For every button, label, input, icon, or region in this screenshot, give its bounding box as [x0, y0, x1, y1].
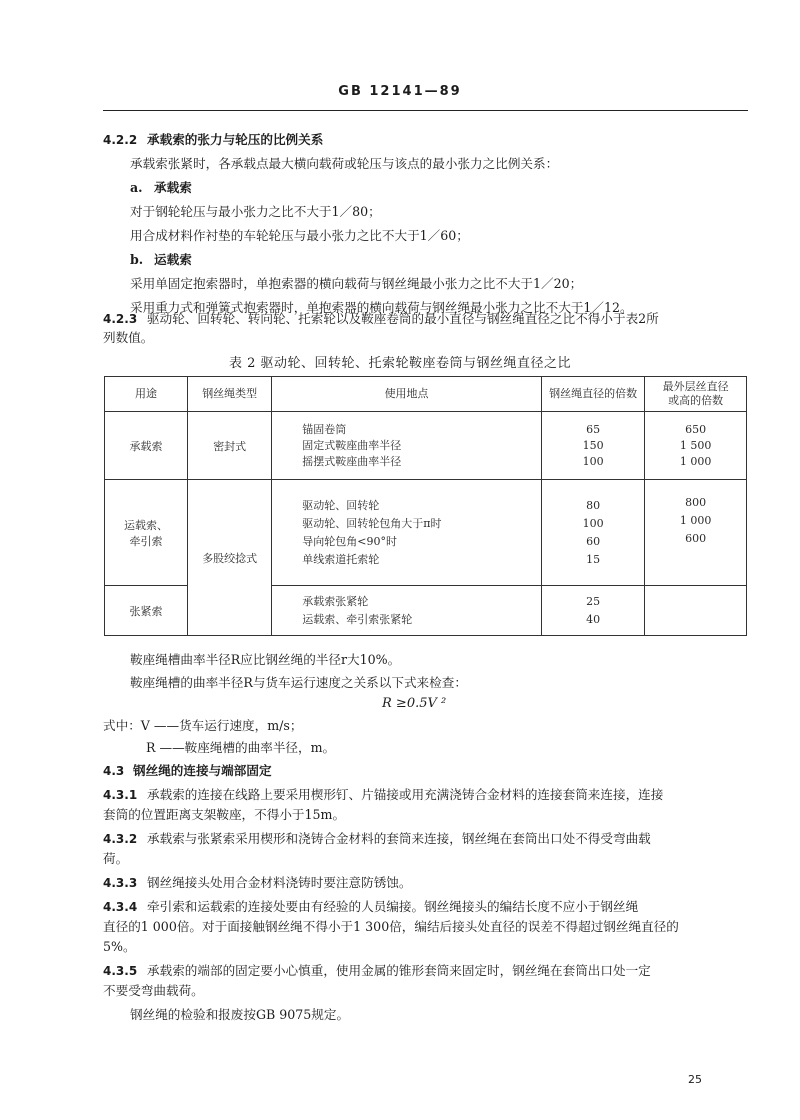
column-header-use: 用途 [105, 377, 188, 412]
location-item: 运载索、牵引索张紧轮 [302, 612, 413, 626]
ratio-value: 60 [586, 534, 601, 548]
list-item-heading [130, 179, 192, 197]
location-item: 驱动轮、回转轮 [302, 498, 380, 512]
formula: R ≥0.5V ² [382, 696, 447, 711]
location-item: 承载索张紧轮 [302, 594, 369, 608]
location-item: 摇摆式鞍座曲率半径 [302, 454, 402, 468]
cell-outer-empty [645, 586, 747, 636]
section-number: 4.3 [103, 764, 125, 778]
paragraph: 驱动轮、回转轮、转向轮、托索轮以及鞍座卷筒的最小直径与钢丝绳直径之比不得小于表2所 [147, 311, 659, 326]
ratio-value: 65 [586, 422, 601, 436]
section-title: 钢丝绳的连接与端部固定 [133, 763, 272, 778]
paragraph: 鞍座绳槽的曲率半径R与货车运行速度之关系以下式来检查： [130, 675, 467, 690]
ratio-value: 100 [582, 454, 604, 468]
section-number: 4.2.2 [103, 133, 138, 147]
paragraph: 钢丝绳接头处用合金材料浇铸时要注意防锈蚀。 [147, 875, 412, 890]
outer-value: 1 000 [679, 514, 712, 527]
paragraph: 荷。 [103, 851, 129, 866]
ratio-value: 150 [582, 438, 604, 452]
section-4-3-heading [103, 762, 272, 780]
formula-legend: R ——鞍座绳槽的曲率半径，m。 [146, 740, 336, 755]
section-title: 承载索的张力与轮压的比例关系 [147, 132, 324, 147]
outer-header-line: 或高的倍数 [668, 394, 724, 407]
ratio-value: 100 [582, 516, 604, 530]
paragraph: 5%。 [103, 939, 136, 954]
list-item-heading [130, 251, 192, 269]
location-item: 固定式鞍座曲率半径 [302, 438, 402, 452]
header-rule [103, 110, 748, 111]
ratio-value: 25 [586, 594, 601, 608]
paragraph: 不要受弯曲载荷。 [103, 983, 204, 998]
section-4-3-1 [103, 786, 663, 804]
list-title: 承载索 [154, 180, 192, 195]
paragraph: 鞍座绳槽曲率半径R应比钢丝绳的半径r大10%。 [130, 652, 401, 667]
cell-use: 承载索 [105, 412, 188, 480]
column-header-ratio: 钢丝绳直径的倍数 [541, 377, 644, 412]
section-4-2-2-heading [103, 131, 323, 149]
table-caption: 表 2 驱动轮、回转轮、托索轮鞍座卷筒与钢丝绳直径之比 [228, 356, 572, 371]
paragraph: 直径的1 000倍。对于面接触钢丝绳不得小于1 300倍，编结后接头处直径的误差不得超过钢丝绳直径的 [103, 919, 679, 934]
paragraph: 对于钢轮轮压与最小张力之比不大于1／80； [130, 204, 381, 219]
ratio-value: 40 [586, 612, 601, 626]
cell-outer [645, 480, 747, 586]
ratio-value: 80 [586, 498, 601, 512]
paragraph: 钢丝绳的检验和报废按GB 9075规定。 [130, 1007, 350, 1022]
cell-location [272, 480, 542, 586]
standard-number-header: GB 12141—89 [338, 84, 462, 99]
paragraph: 承载索与张紧索采用楔形和浇铸合金材料的套筒来连接，钢丝绳在套筒出口处不得受弯曲载 [147, 831, 651, 846]
section-4-3-2 [103, 830, 651, 848]
cell-location [272, 412, 542, 480]
outer-header-line: 最外层丝直径 [662, 380, 729, 393]
outer-value: 1 500 [679, 438, 712, 452]
section-number: 4.3.2 [103, 832, 138, 846]
paragraph: 采用单固定抱索器时，单抱索器的横向载荷与钢丝绳最小张力之比不大于1／20； [130, 276, 583, 291]
paragraph: 采用重力式和弹簧式抱索器时，单抱索器的横向载荷与钢丝绳最小张力之比不大于1／12。 [130, 300, 633, 315]
outer-value: 650 [685, 422, 707, 436]
section-4-3-4 [103, 898, 638, 916]
location-item: 单线索道托索轮 [302, 552, 380, 566]
paragraph: 牵引索和运载索的连接处要由有经验的人员编接。钢丝绳接头的编结长度不应小于钢丝绳 [147, 899, 639, 914]
section-number: 4.3.3 [103, 876, 138, 890]
section-4-3-5 [103, 962, 651, 980]
section-number: 4.2.3 [103, 312, 138, 326]
cell-use [105, 480, 188, 586]
location-item: 锚固卷筒 [302, 422, 347, 436]
cell-use: 张紧索 [105, 586, 188, 636]
location-item: 导向轮包角<90°时 [302, 534, 397, 548]
section-number: 4.3.5 [103, 964, 138, 978]
paragraph: 承载索的端部的固定要小心慎重，使用金属的锥形套筒来固定时，钢丝绳在套筒出口处一定 [147, 963, 651, 978]
table-row [105, 412, 747, 480]
cell-type: 密封式 [188, 412, 272, 480]
outer-value: 1 000 [679, 454, 712, 468]
section-4-3-3 [103, 874, 411, 892]
list-label: a. [130, 180, 143, 195]
column-header-location: 使用地点 [272, 377, 542, 412]
cell-ratio [541, 586, 644, 636]
use-line: 牵引索 [129, 534, 163, 548]
page-number: 25 [688, 1073, 702, 1086]
formula-legend: 式中：V ——货车运行速度，m/s； [103, 718, 303, 733]
table-2 [104, 376, 747, 636]
section-number: 4.3.4 [103, 900, 138, 914]
paragraph: 承载索张紧时，各承载点最大横向载荷或轮压与该点的最小张力之比例关系： [130, 156, 559, 171]
ratio-value: 15 [586, 552, 601, 566]
table-row [105, 480, 747, 586]
use-line: 运载索、 [124, 518, 169, 532]
paragraph: 列数值。 [103, 330, 154, 345]
paragraph: 套筒的位置距离支架鞍座，不得小于15m。 [103, 807, 346, 822]
cell-outer [645, 412, 747, 480]
list-label: b. [130, 252, 144, 267]
outer-value: 600 [685, 532, 707, 545]
location-item: 驱动轮、回转轮包角大于π时 [302, 516, 442, 530]
section-number: 4.3.1 [103, 788, 138, 802]
cell-ratio [541, 412, 644, 480]
column-header-outer [645, 377, 747, 412]
paragraph: 承载索的连接在线路上要采用楔形钉、片锚接或用充满浇铸合金材料的连接套筒来连接，连接 [147, 787, 664, 802]
column-header-type: 钢丝绳类型 [188, 377, 272, 412]
section-4-2-3 [103, 310, 659, 328]
cell-ratio [541, 480, 644, 586]
cell-location [272, 586, 542, 636]
cell-type: 多股绞捻式 [188, 480, 272, 636]
paragraph: 用合成材料作衬垫的车轮轮压与最小张力之比不大于1／60； [130, 228, 469, 243]
outer-value: 800 [685, 496, 707, 509]
list-title: 运载索 [154, 252, 192, 267]
